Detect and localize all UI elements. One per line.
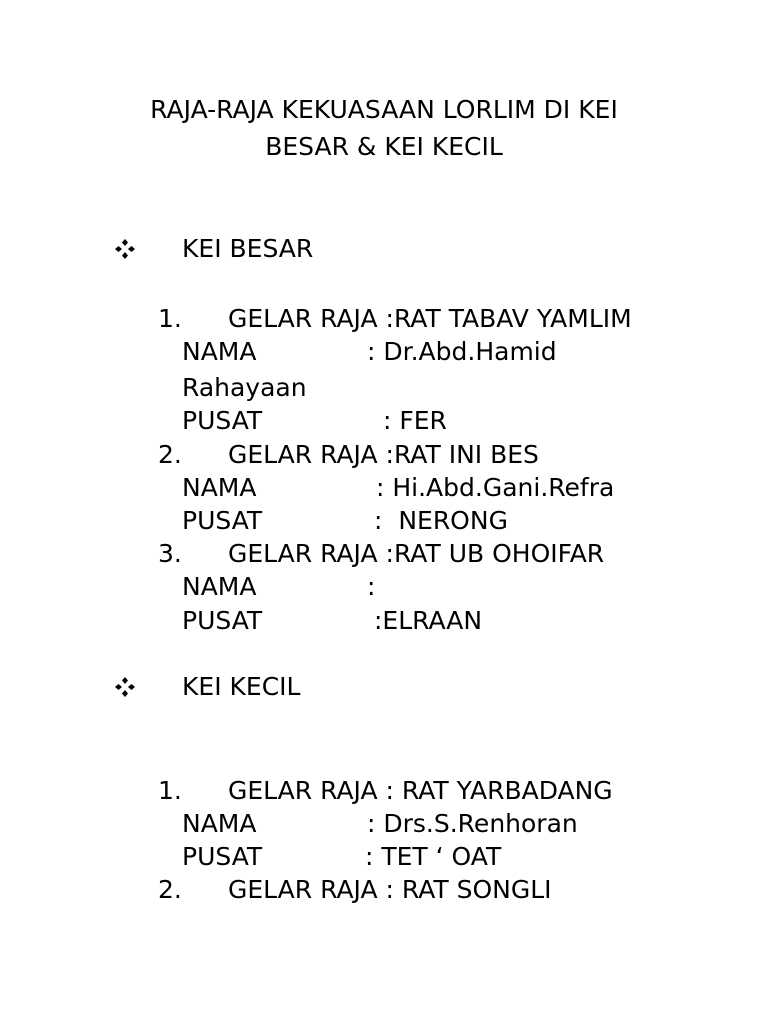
pusat-value: : NERONG — [374, 506, 508, 535]
list-number: 2. — [158, 440, 182, 469]
pusat-label: PUSAT — [182, 406, 263, 435]
nama-value: : Dr.Abd.Hamid — [367, 337, 557, 366]
pusat-value: : TET ‘ OAT — [365, 842, 502, 871]
nama-label: NAMA — [182, 337, 257, 366]
nama-value: : Hi.Abd.Gani.Refra — [376, 473, 615, 502]
document-title-line-1: RAJA-RAJA KEKUASAAN LORLIM DI KEI — [150, 95, 618, 124]
list-number: 1. — [158, 304, 182, 333]
nama-label: NAMA — [182, 809, 257, 838]
gelar-raja-text: GELAR RAJA :RAT INI BES — [228, 440, 539, 469]
pusat-label: PUSAT — [182, 606, 263, 635]
nama-label: NAMA — [182, 572, 257, 601]
pusat-value: : FER — [383, 406, 447, 435]
list-number: 1. — [158, 776, 182, 805]
four-diamond-bullet-icon — [114, 238, 136, 260]
gelar-raja-text: GELAR RAJA : RAT YARBADANG — [228, 776, 613, 805]
list-number: 2. — [158, 875, 182, 904]
four-diamond-bullet-icon — [114, 676, 136, 698]
list-number: 3. — [158, 539, 182, 568]
gelar-raja-text: GELAR RAJA : RAT SONGLI — [228, 875, 552, 904]
pusat-label: PUSAT — [182, 506, 263, 535]
document-title-line-2: BESAR & KEI KECIL — [265, 132, 503, 161]
gelar-raja-text: GELAR RAJA :RAT TABAV YAMLIM — [228, 304, 632, 333]
section-heading: KEI BESAR — [182, 234, 314, 263]
nama-value: : Drs.S.Renhoran — [367, 809, 578, 838]
section-heading: KEI KECIL — [182, 672, 301, 701]
gelar-raja-text: GELAR RAJA :RAT UB OHOIFAR — [228, 539, 605, 568]
nama-value: : — [367, 572, 376, 601]
pusat-value: :ELRAAN — [374, 606, 483, 635]
pusat-label: PUSAT — [182, 842, 263, 871]
nama-label: NAMA — [182, 473, 257, 502]
nama-continuation: Rahayaan — [182, 373, 307, 402]
